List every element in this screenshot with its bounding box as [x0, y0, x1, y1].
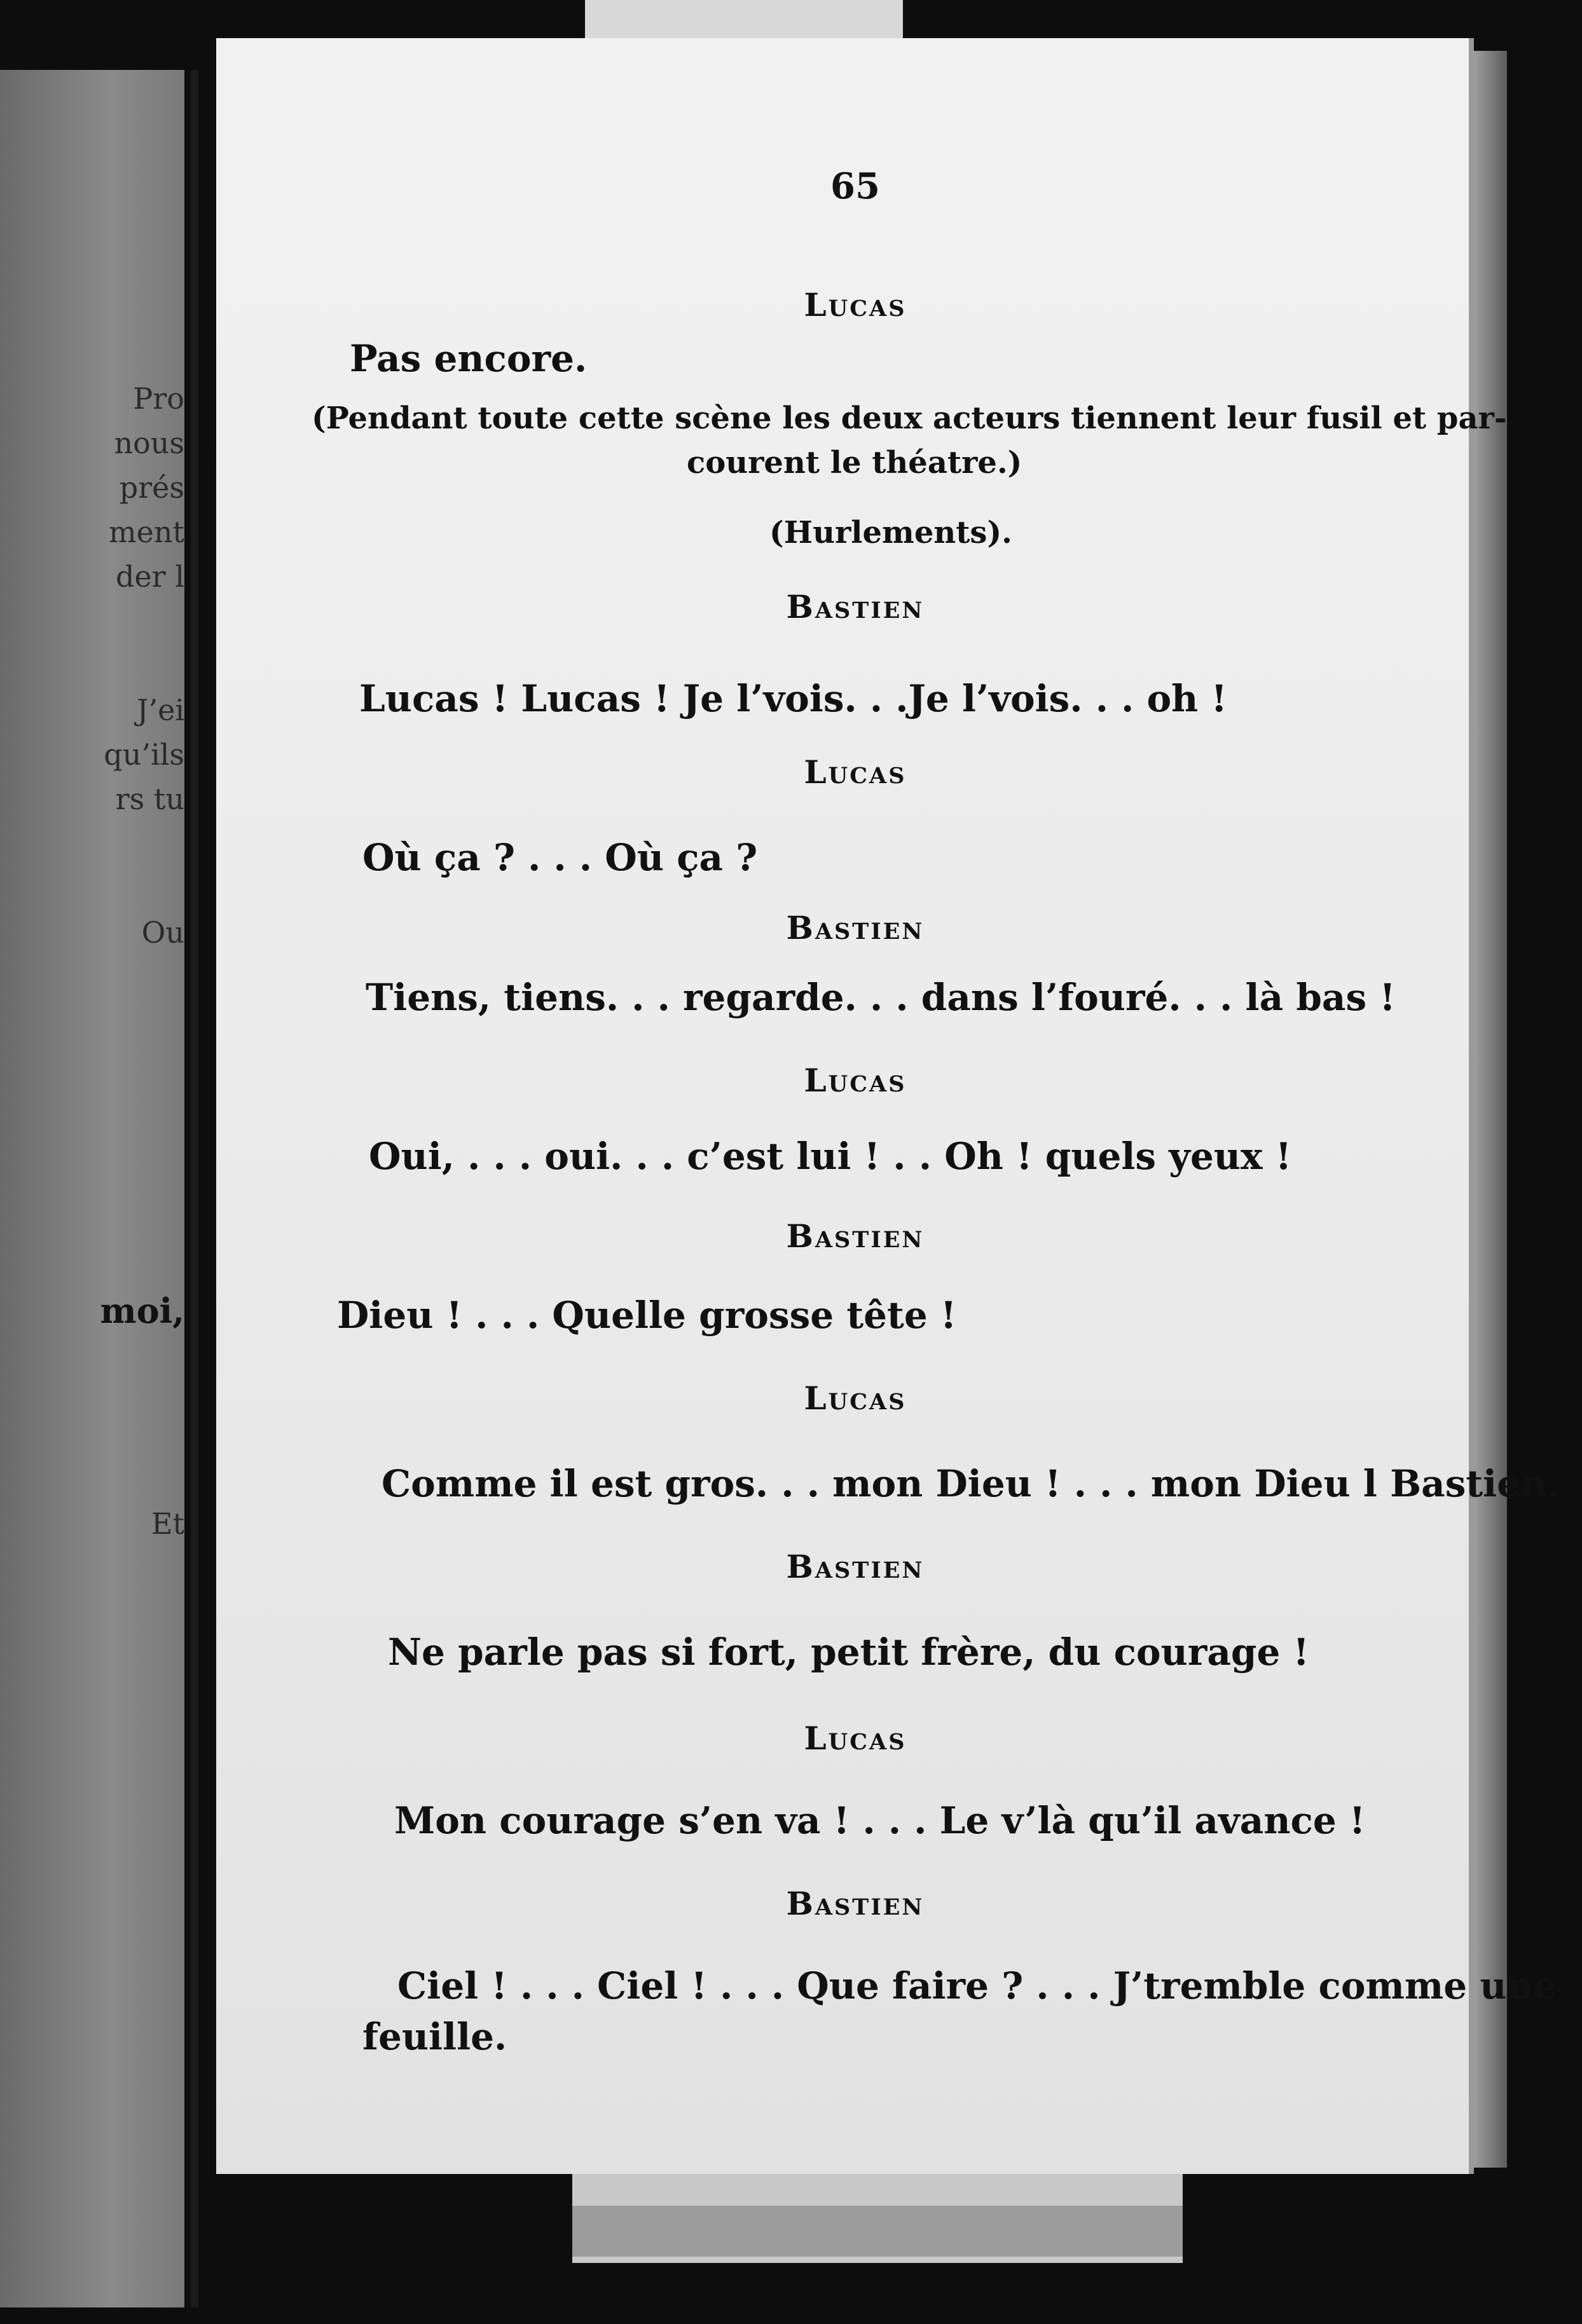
speaker-name: Lucas [804, 286, 907, 324]
speaker-name: Lucas [804, 1379, 907, 1417]
left-page-fragment: Et [151, 1507, 184, 1541]
page-number: 65 [830, 165, 880, 207]
left-page-edge [0, 70, 184, 2307]
speaker-name: Bastien [786, 1885, 925, 1922]
left-page-fragment: prés [119, 470, 184, 505]
speaker-name: Lucas [804, 753, 907, 791]
page-edge-shadow [1469, 51, 1507, 2168]
stage-direction: (Pendant toute cette scène les deux acteurs tiennent leur fusil et par- [312, 400, 1507, 436]
stage-direction: (Hurlements). [769, 515, 1012, 550]
stage-direction: courent le théatre.) [687, 445, 1022, 481]
dialogue-line: Comme il est gros. . . mon Dieu ! . . . mon Dieu l Bastien. [382, 1462, 1560, 1505]
dialogue-line: Lucas ! Lucas ! Je l’vois. . .Je l’vois. . . oh ! [359, 677, 1227, 720]
speaker-name: Lucas [804, 1062, 907, 1099]
speaker-name: Bastien [786, 1217, 925, 1255]
dialogue-line: Tiens, tiens. . . regarde. . . dans l’fouré. . . là bas ! [366, 976, 1396, 1019]
dialogue-line: Ciel ! . . . Ciel ! . . . Que faire ? . . . J’tremble comme une [397, 1964, 1557, 2007]
page-gutter [191, 70, 198, 2307]
speaker-name: Bastien [786, 909, 925, 947]
left-page-fragment: nous [114, 426, 184, 460]
left-page-fragment: Pro [133, 381, 184, 416]
speaker-name: Bastien [786, 588, 925, 625]
left-page-fragment: J’ei [137, 693, 184, 727]
left-page-fragment: der l [116, 559, 184, 594]
dialogue-line: Où ça ? . . . Où ça ? [362, 836, 758, 879]
left-page-fragment: Ou [141, 915, 184, 950]
left-page-fragment: rs tu [115, 782, 184, 816]
dialogue-line: feuille. [362, 2015, 507, 2058]
book-page [216, 38, 1560, 2174]
dialogue-line: Pas encore. [350, 337, 588, 380]
dialogue-line: Mon courage s’en va ! . . . Le v’là qu’il avance ! [394, 1799, 1366, 1842]
film-holder-bottom-shadow [572, 2206, 1183, 2257]
dialogue-line: Oui, . . . oui. . . c’est lui ! . . Oh ! quels yeux ! [369, 1135, 1292, 1178]
speaker-name: Lucas [804, 1719, 907, 1757]
left-page-fragment: ment [109, 515, 184, 549]
left-page-fragment: qu’ils [104, 737, 184, 772]
dialogue-line: Ne parle pas si fort, petit frère, du courage ! [388, 1630, 1310, 1674]
dialogue-line: Dieu ! . . . Quelle grosse tête ! [337, 1294, 957, 1337]
speaker-name: Bastien [786, 1548, 925, 1585]
left-page-fragment: moi, [100, 1290, 184, 1331]
